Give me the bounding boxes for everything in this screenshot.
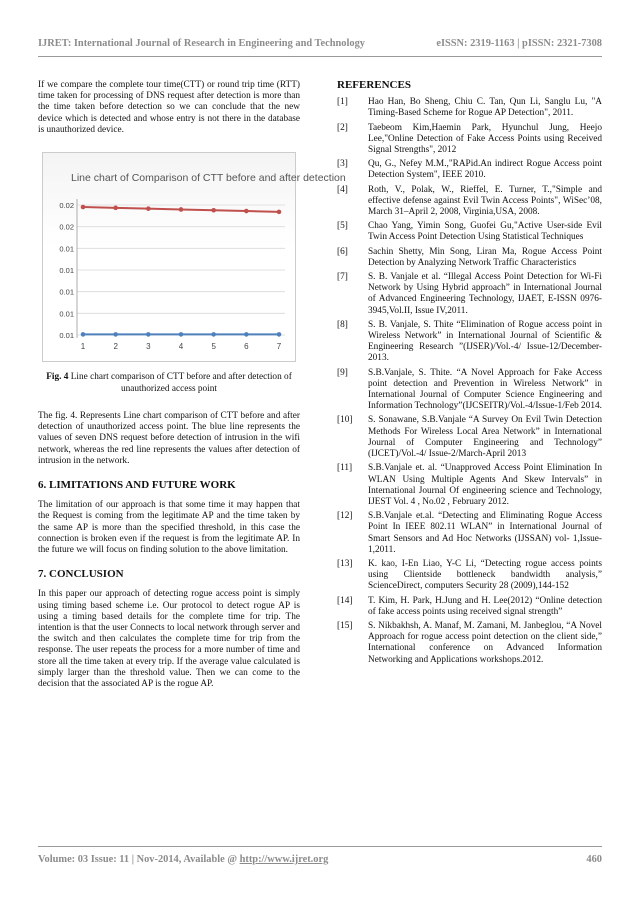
reference-text: Qu, G., Nefey M.M.,"RAPid.An indirect Rogue Access point Detection System", IEEE 2010. [368,159,602,181]
y-tick-label: 0.01 [59,309,74,319]
caption-label: Fig. 4 [46,372,69,383]
x-tick-label: 4 [178,342,184,352]
reference-item [337,621,602,666]
reference-item [337,463,602,508]
reference-number: [9] [337,367,348,378]
journal-title: IJRET: International Journal of Research in Engineering and Technology [38,38,365,49]
x-tick-label: 5 [211,342,216,352]
data-point [146,206,151,211]
reference-text: S.B.Vanjale et. al. “Unapproved Access Point Elimination In WLAN Using Multiple Agents And Skew Intervals” in International Journal Of engineering science and Technology, IJEST Vol. 4 , No.02 , February 2012. [368,463,602,507]
reference-number: [4] [337,184,348,195]
reference-item [337,97,602,119]
running-header [38,38,602,49]
y-tick-label: 0.01 [59,266,74,276]
data-point [277,332,282,337]
reference-number: [11] [337,463,353,474]
reference-item [337,221,602,243]
y-tick-label: 0.01 [59,287,74,297]
chart-title: Line chart of Comparison of CTT before and after detection [71,172,346,185]
reference-text: S. Sonawane, S.B.Vanjale “A Survey On Evil Twin Detection Methods For Wireless Local Area Network” in International Journal of Computer Engineering and Technology” (IJCET)/Vol.-4/ Issue-2/March-April 2013 [368,415,602,460]
issn: eISSN: 2319-1163 | pISSN: 2321-7308 [436,38,602,49]
reference-text: S. B. Vanjale et al. “Illegal Access Point Detection for Wi-Fi Network by Using Hybrid approach” in International Journal of Advanced Engineering Technology, IJAET, E-ISSN 0976-3945,Vol.II, Issue IV,2011. [368,272,602,316]
y-tick-label: 0.01 [59,331,74,341]
reference-item [337,185,602,219]
footer-volume-text: Volume: 03 Issue: 11 | Nov-2014, Available @ [38,854,240,865]
data-point [211,208,216,213]
reference-item [337,368,602,413]
page-number: 460 [586,854,602,865]
reference-text: S.B.Vanjale et.al. “Detecting and Eliminating Rogue Access Point In IEEE 802.11 WLAN” in International Journal of Smart Sensors and Ad Hoc Networks (IJSSAN) vol- 1,Issue-1,2011. [368,511,602,555]
data-point [179,207,184,212]
data-point [81,332,86,337]
reference-item [337,511,602,556]
reference-number: [3] [337,159,348,170]
journal-link[interactable]: http://www.ijret.org [239,854,329,865]
y-tick-label: 0.02 [59,201,74,211]
reference-text: Chao Yang, Yimin Song, Guofei Gu,"Active User-side Evil Twin Access Point Detection Using Statistical Techniques [368,221,602,243]
data-point [146,332,151,337]
reference-item [337,415,602,460]
reference-item [337,123,602,157]
x-tick-label: 3 [146,342,151,352]
reference-item [337,272,602,317]
figure-paragraph: The fig. 4. Represents Line chart comparison of CTT before and after detection of unauthorized access point. The blue line represents the values of seven DNS request before detection of intrusion in the wifi network, whereas the red line represents the values after detection of intrusion in the network. [38,411,300,466]
reference-number: [15] [337,620,353,631]
y-tick-label: 0.01 [59,244,74,254]
reference-number: [14] [337,595,353,606]
x-tick-label: 1 [80,342,86,352]
footer-volume [38,854,328,865]
data-point [179,332,184,337]
caption-text: Line chart comparison of CTT before and after detection of unauthorized access point [68,372,292,394]
reference-number: [10] [337,415,353,426]
reference-text: T. Kim, H. Park, H.Jung and H. Lee(2012) “Online detection of fake access points using received signal strength” [368,595,602,617]
reference-number: [7] [337,272,348,283]
reference-number: [6] [337,246,348,257]
reference-text: S. Nikbakhsh, A. Manaf, M. Zamani, M. Janbeglou, “A Novel Approach for rogue access point detection on the client side,” International conference on Advanced Information Networking and Applications workshops.2012. [368,620,602,665]
reference-item [337,159,602,181]
reference-text: S.B.Vanjale, S. Thite. “A Novel Approach for Fake Access point detection and Prevention in Wireless Network” in International Journal of Computer Science Engineering and Information Technology”(IJCSEITR)/Vol.-4/Issue-1/Feb 2014. [368,367,602,412]
running-footer [38,854,602,865]
reference-text: Sachin Shetty, Min Song, Liran Ma, Rogue Access Point Detection by Analyzing Network Traffic Characteristics [368,246,602,268]
limitations-paragraph: The limitation of our approach is that some time it may happen that the Request is coming from the legitimate AP and the time taken by the same AP is more than the specified threshold, in this case the connection is broken even if the request is from the legitimate AP. In the future we will focus on finding solution to the above limitation. [38,500,300,556]
x-tick-label: 6 [244,342,249,352]
data-point [277,210,282,215]
x-tick-label: 7 [276,342,282,352]
data-point [113,206,118,211]
reference-number: [2] [337,122,348,133]
reference-number: [1] [337,97,348,108]
reference-number: [8] [337,319,348,330]
reference-item [337,596,602,618]
data-point [244,332,249,337]
data-point [211,332,216,337]
data-point [113,332,118,337]
conclusion-paragraph: In this paper our approach of detecting rogue access point is simply using timing based scheme i.e. Our protocol to detect rogue AP is using a timing based details for the complete time for trip. The intention is that the user Connects to local network through server and the switch and then calculates the complete time for trip from the response. The user repeats the process for a more number of time and store all the time taken at every trip. If the average value calculated is simply larger than the threshold value. Then we can come to the decision that the associated AP is the rogue AP. [38,589,300,690]
figure-4-chart [42,152,346,362]
right-column [337,80,602,669]
intro-paragraph: If we compare the complete tour time(CTT) or round trip time (RTT) time taken for processing of DNS request after detection is more than the time taken before detection so we can conclude that the new device which is detected and whose entry is not there in the database is unauthorized device. [38,80,300,135]
reference-item [337,559,602,593]
data-point [244,209,249,214]
figure-caption [44,372,294,395]
reference-item [337,320,602,365]
conclusion-heading: 7. CONCLUSION [38,568,124,581]
reference-number: [13] [337,558,353,569]
reference-text: Roth, V., Polak, W., Rieffel, E. Turner, T.,"Simple and effective defense against Evil Twin Access Points", WiSec’08, March 31–April 2, 2008, Virginia,USA, 2008. [368,184,602,218]
line-chart [43,153,346,361]
header-rule [38,56,602,57]
reference-text: Hao Han, Bo Sheng, Chiu C. Tan, Qun Li, Sanglu Lu, "A Timing-Based Scheme for Rogue AP Detection", 2011. [368,97,602,119]
reference-text: K. kao, I-En Liao, Y-C Li, “Detecting rogue access points using Clientside bottleneck bandwidth analysis,” ScienceDirect, computers Security 28 (2009),144-152 [368,558,602,592]
reference-number: [12] [337,511,353,522]
reference-item [337,247,602,269]
x-tick-label: 2 [113,342,118,352]
limitations-heading: 6. LIMITATIONS AND FUTURE WORK [38,479,236,492]
footer-rule [38,846,602,847]
y-tick-label: 0.02 [59,222,74,232]
reference-text: S. B. Vanjale, S. Thite “Elimination of Rogue access point in Wireless Network” in International Journal of Scientific & Engineering Research ”(IJSER)/Vol.-4/ Issue-12/December-2013. [368,319,602,364]
reference-list [337,97,602,666]
reference-number: [5] [337,221,348,232]
data-point [81,205,86,210]
references-heading: REFERENCES [337,79,411,91]
reference-text: Taebeom Kim,Haemin Park, Hyunchul Jung, Heejo Lee,"Online Detection of Fake Access Points using Received Signal Strengths", 2012 [368,122,602,156]
